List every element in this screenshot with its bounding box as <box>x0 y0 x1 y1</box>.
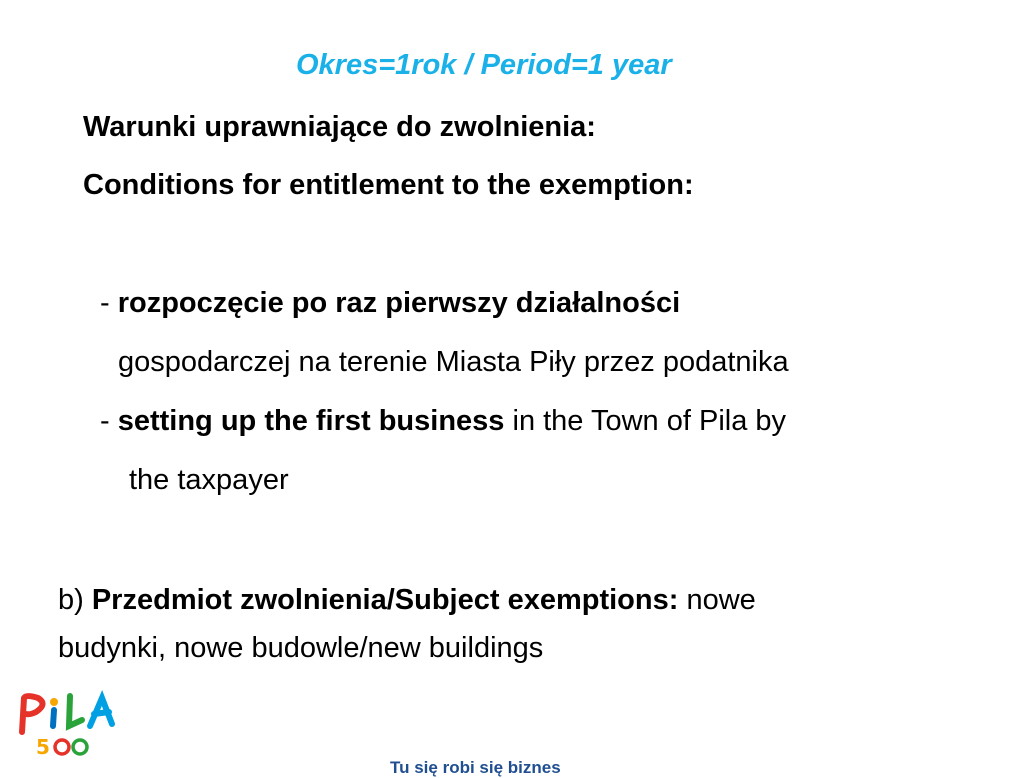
bullet-pl <box>100 285 680 321</box>
bullet-pl-bold: rozpoczęcie po raz pierwszy działalności <box>117 287 681 319</box>
pila-logo <box>14 690 124 768</box>
bullet-en-rest: in the Town of Pila by <box>504 405 787 437</box>
subject-bold: Przedmiot zwolnienia/Subject exemptions: <box>91 584 679 616</box>
bullet-pl-continuation: gospodarczej na terenie Miasta Piły przez podatnika <box>118 346 789 378</box>
subject-continuation: budynki, nowe budowle/new buildings <box>58 632 544 664</box>
bullet-dash: - <box>100 405 118 437</box>
subject-prefix: b) <box>58 584 92 616</box>
conditions-heading-pl: Warunki uprawniające do zwolnienia: <box>83 111 596 143</box>
bullet-en-bold: setting up the first business <box>117 405 505 437</box>
bullet-en <box>100 403 786 439</box>
footer-slogan: Tu się robi się biznes <box>390 758 561 777</box>
bullet-en-continuation: the taxpayer <box>129 464 289 496</box>
subject-line <box>58 582 756 618</box>
svg-text:5: 5 <box>36 735 50 759</box>
conditions-heading-en: Conditions for entitlement to the exemption: <box>83 169 694 201</box>
period-heading: Okres=1rok / Period=1 year <box>296 49 672 81</box>
bullet-dash: - <box>100 287 118 319</box>
subject-rest: nowe <box>678 584 756 616</box>
